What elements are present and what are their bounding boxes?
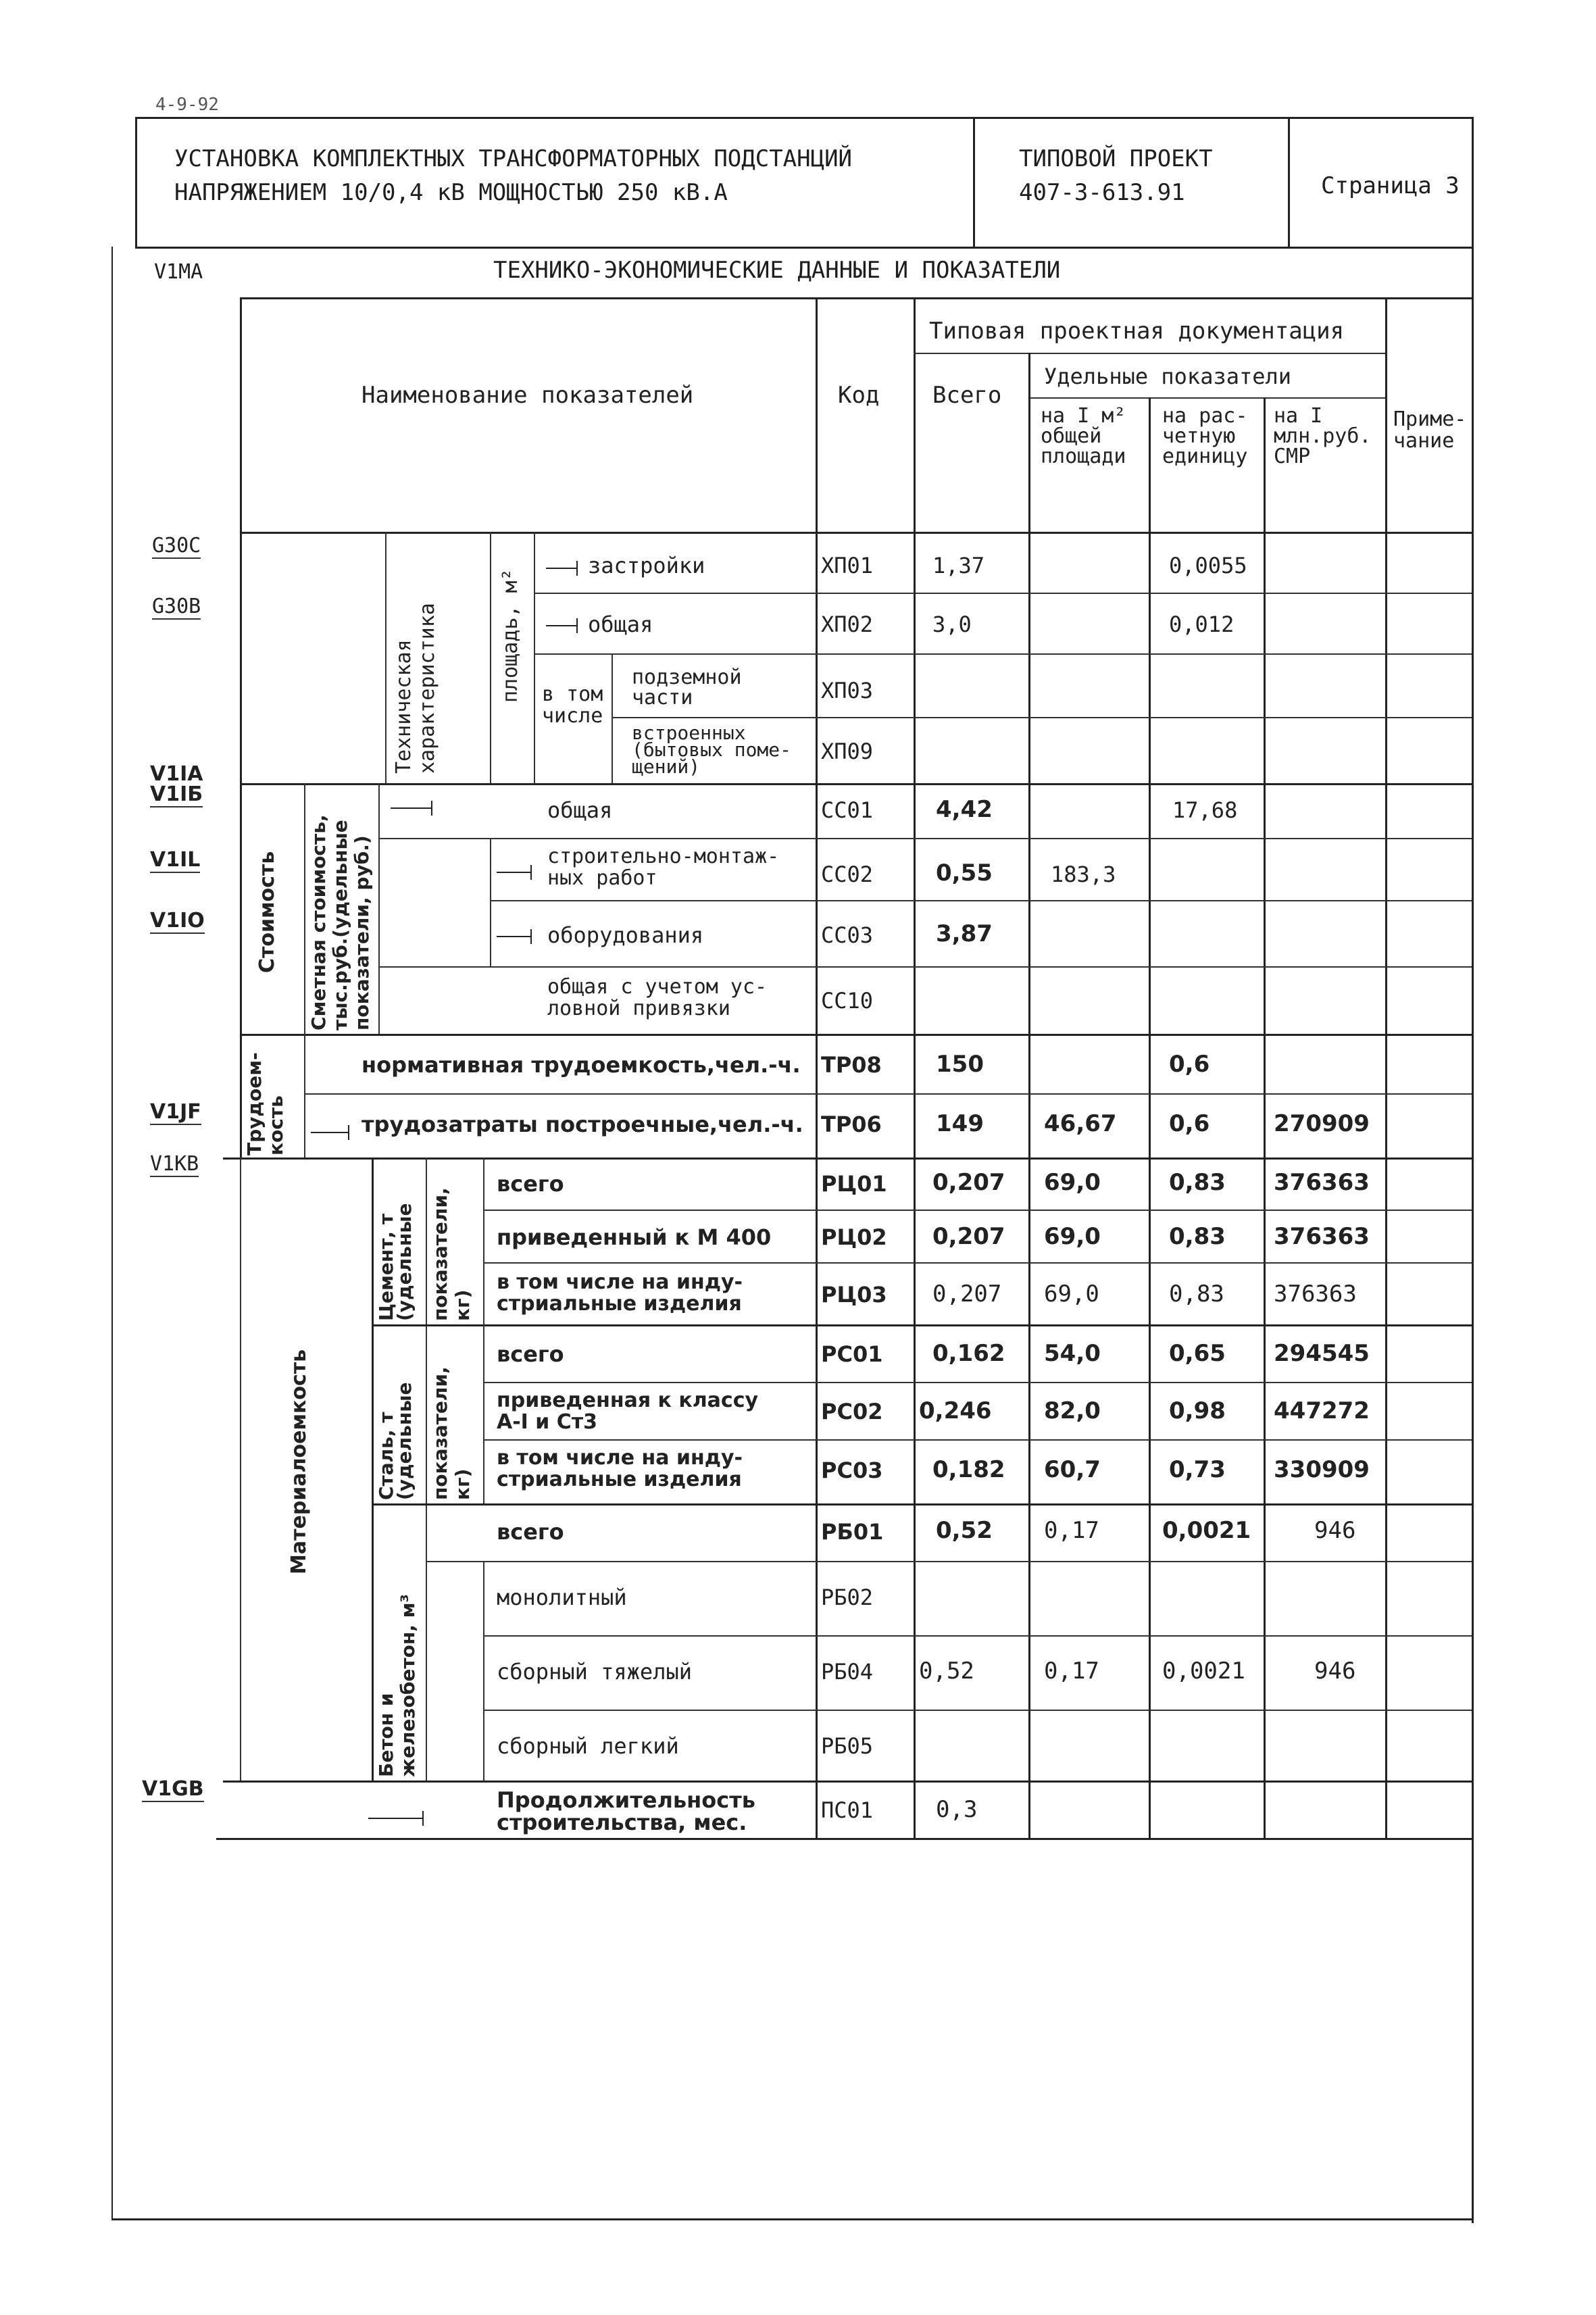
row-total: 4,42 (936, 796, 993, 823)
group-cement-line2: (удельные (393, 1203, 416, 1321)
side-code-v11a: V1IA (150, 762, 203, 786)
row-total: 3,0 (932, 612, 972, 637)
row-name: оборудования (547, 922, 704, 948)
header-per-mln-line2: млн.руб. (1274, 424, 1372, 448)
row-code: РБ04 (821, 1659, 874, 1685)
row-name-line1: в том числе на инду- (497, 1270, 743, 1294)
row-total: 0,52 (936, 1517, 993, 1544)
row-code: РС01 (821, 1341, 883, 1367)
group-concrete-line1: Бетон и (375, 1693, 397, 1777)
page-label: Страница 3 (1321, 172, 1460, 199)
side-code-v1kb: V1KB (150, 1152, 199, 1176)
row-code: СС10 (821, 988, 874, 1014)
row-name-line2: части (632, 686, 693, 710)
header-total: Всего (932, 382, 1002, 409)
row-mln: 946 (1314, 1658, 1356, 1685)
section-code: V1MA (154, 260, 203, 284)
row-name: нормативная трудоемкость,чел.-ч. (361, 1052, 801, 1078)
row-mln: 376363 (1274, 1169, 1370, 1196)
row-unit: 0,0021 (1162, 1658, 1245, 1685)
leader-arrow (391, 807, 431, 809)
row-name-line2: строительства, мес. (497, 1810, 747, 1835)
side-code-v11o: V1IO (150, 909, 205, 932)
header-per-unit-line1: на рас- (1162, 404, 1248, 428)
row-unit: 0,6 (1169, 1051, 1210, 1078)
row-name-line1: встроенных (632, 722, 746, 744)
side-code-g30c: G30C (152, 534, 201, 557)
document-title-line2: НАПРЯЖЕНИЕМ 10/0,4 кВ МОЩНОСТЬЮ 250 кВ.А (174, 179, 728, 206)
row-name-line3: щений) (632, 755, 701, 778)
row-unit: 0,73 (1169, 1456, 1226, 1483)
group-steel-line4: кг) (451, 1468, 474, 1500)
row-total: 0,52 (919, 1658, 974, 1685)
row-code: СС02 (821, 862, 874, 887)
group-cost: Стоимость (255, 851, 279, 973)
row-code: ХП02 (821, 612, 874, 637)
row-mln: 376363 (1274, 1280, 1357, 1308)
row-total: 150 (936, 1051, 984, 1078)
row-code: СС03 (821, 922, 874, 948)
row-code: РС02 (821, 1399, 883, 1424)
row-unit: 0,98 (1169, 1397, 1226, 1424)
row-name: всего (497, 1341, 564, 1367)
row-name-line1: в том числе на инду- (497, 1446, 743, 1470)
row-mln: 270909 (1274, 1110, 1370, 1137)
row-name-line1: общая с учетом ус- (547, 975, 768, 999)
group-cement-line4: кг) (451, 1289, 474, 1321)
row-unit: 0,83 (1169, 1280, 1224, 1308)
leader-arrow (546, 625, 576, 626)
group-estimate-line1: Сметная стоимость, (307, 814, 330, 1030)
row-code: РС03 (821, 1458, 883, 1483)
row-m2: 183,3 (1051, 862, 1116, 887)
row-name-line2: ловной привязки (547, 997, 730, 1020)
row-total: 0,207 (932, 1169, 1005, 1196)
row-m2: 69,0 (1044, 1223, 1101, 1250)
group-steel-line2: (удельные (393, 1382, 416, 1500)
group-labor-line1: Трудоем- (243, 1052, 266, 1155)
leader-arrow (497, 872, 530, 873)
row-unit: 0,6 (1169, 1110, 1210, 1137)
row-total: 0,207 (932, 1280, 1002, 1308)
side-code-v1jf: V1JF (150, 1100, 201, 1124)
header-per-m2-line1: на I м² (1041, 404, 1126, 428)
row-code: СС01 (821, 797, 874, 823)
row-mln: 376363 (1274, 1223, 1370, 1250)
row-total: 149 (936, 1110, 984, 1137)
row-m2: 46,67 (1044, 1110, 1117, 1137)
group-material: Материалоемкость (287, 1349, 311, 1574)
row-total: 1,37 (932, 553, 985, 578)
row-code: РБ02 (821, 1585, 874, 1610)
row-name: трудозатраты построечные,чел.-ч. (361, 1112, 803, 1137)
row-mln: 946 (1314, 1517, 1356, 1544)
header-specific: Удельные показатели (1044, 364, 1292, 389)
header-doc-group: Типовая проектная документация (929, 318, 1345, 345)
row-unit: 17,68 (1172, 797, 1238, 823)
row-code: ХП01 (821, 553, 874, 578)
row-code: РЦ03 (821, 1282, 887, 1308)
row-code: РЦ01 (821, 1171, 887, 1197)
row-name: всего (497, 1519, 564, 1545)
side-code-v1gb: V1GB (142, 1777, 204, 1801)
row-name-line2: (бытовых поме- (632, 739, 792, 761)
leader-arrow (368, 1818, 422, 1819)
side-code-v11l: V1IL (150, 848, 201, 872)
row-name-line1: приведенная к классу (497, 1389, 759, 1412)
group-cement-line1: Цемент, т (375, 1213, 397, 1321)
group-tech-char-line1: Техническая (392, 639, 416, 774)
leader-arrow (497, 936, 530, 937)
row-code: ТР06 (821, 1112, 882, 1137)
group-in-that-line1: в том (542, 682, 603, 706)
row-code: ХП09 (821, 739, 874, 764)
group-cement-line3: показатели, (429, 1187, 451, 1321)
row-mln: 447272 (1274, 1397, 1370, 1424)
row-name: общая (588, 612, 653, 637)
row-mln: 294545 (1274, 1340, 1370, 1367)
row-name-line2: стриальные изделия (497, 1292, 742, 1316)
row-total: 0,207 (932, 1223, 1005, 1250)
row-name: сборный легкий (497, 1733, 679, 1759)
row-name-line1: Продолжительность (497, 1787, 755, 1813)
row-name: общая (547, 797, 613, 823)
row-unit: 0,0055 (1169, 553, 1247, 578)
document-title-line1: УСТАНОВКА КОМПЛЕКТНЫХ ТРАНСФОРМАТОРНЫХ ПОДСТАНЦИЙ (174, 145, 853, 172)
header-per-unit-line3: единицу (1162, 445, 1248, 468)
row-name-line2: А-I и Ст3 (497, 1410, 598, 1434)
row-total: 3,87 (936, 920, 993, 947)
row-code: ПС01 (821, 1797, 874, 1823)
row-unit: 0,0021 (1162, 1517, 1251, 1544)
leader-arrow (546, 568, 576, 569)
project-number: 407-3-613.91 (1019, 179, 1185, 206)
header-per-m2-line3: площади (1041, 445, 1126, 468)
row-name-line1: строительно-монтаж- (547, 845, 780, 868)
side-code-v11b: V1IБ (150, 782, 203, 806)
row-name-line2: стриальные изделия (497, 1468, 742, 1491)
row-total: 0,246 (919, 1397, 992, 1424)
row-code: РБ01 (821, 1519, 884, 1545)
row-name-line2: ных работ (547, 866, 657, 890)
row-unit: 0,012 (1169, 612, 1235, 637)
header-code: Код (838, 382, 880, 409)
row-m2: 82,0 (1044, 1397, 1101, 1424)
row-m2: 60,7 (1044, 1456, 1101, 1483)
header-note-line1: Приме- (1393, 407, 1467, 431)
row-m2: 0,17 (1044, 1517, 1099, 1544)
row-unit: 0,65 (1169, 1340, 1226, 1367)
group-labor-line2: кость (265, 1095, 287, 1155)
corner-code: 4-9-92 (155, 95, 219, 115)
group-in-that-line2: числе (542, 704, 603, 728)
header-note-line2: чание (1393, 429, 1455, 453)
row-code: РБ05 (821, 1733, 874, 1759)
section-title: ТЕХНИКО-ЭКОНОМИЧЕСКИЕ ДАННЫЕ И ПОКАЗАТЕЛИ (493, 257, 1061, 284)
group-estimate-line2: тыс.руб.(удельные (329, 820, 351, 1030)
group-steel-line1: Сталь, т (375, 1412, 397, 1500)
row-name: монолитный (497, 1585, 627, 1610)
row-m2: 0,17 (1044, 1658, 1099, 1685)
header-name: Наименование показателей (361, 382, 694, 409)
row-total: 0,55 (936, 860, 993, 887)
row-name: всего (497, 1171, 564, 1197)
row-total: 0,182 (932, 1456, 1005, 1483)
row-unit: 0,83 (1169, 1223, 1226, 1250)
header-per-mln-line1: на I (1274, 404, 1323, 428)
row-name: застройки (588, 553, 705, 578)
header-per-unit-line2: четную (1162, 424, 1236, 448)
side-code-g30b: G30B (152, 595, 201, 618)
row-code: ХП03 (821, 678, 874, 703)
row-name: приведенный к М 400 (497, 1224, 772, 1250)
row-mln: 330909 (1274, 1456, 1370, 1483)
project-label: ТИПОВОЙ ПРОЕКТ (1019, 145, 1213, 172)
row-m2: 54,0 (1044, 1340, 1101, 1367)
header-per-mln-line3: СМР (1274, 445, 1311, 468)
row-code: ТР08 (821, 1052, 882, 1078)
row-total: 0,162 (932, 1340, 1005, 1367)
row-unit: 0,83 (1169, 1169, 1226, 1196)
group-tech-char-line2: характеристика (416, 603, 439, 774)
leader-arrow (311, 1132, 348, 1133)
row-name-line1: подземной (632, 666, 742, 689)
row-name: сборный тяжелый (497, 1659, 692, 1685)
group-steel-line3: показатели, (429, 1366, 451, 1500)
row-code: РЦ02 (821, 1224, 887, 1250)
row-m2: 69,0 (1044, 1169, 1101, 1196)
group-area: площадь, м² (499, 568, 522, 703)
group-concrete-line2: железобетон, м³ (397, 1594, 419, 1777)
group-estimate-line3: показатели, руб.) (351, 835, 373, 1030)
header-per-m2-line2: общей (1041, 424, 1102, 448)
row-total: 0,3 (936, 1796, 978, 1823)
row-m2: 69,0 (1044, 1280, 1099, 1308)
